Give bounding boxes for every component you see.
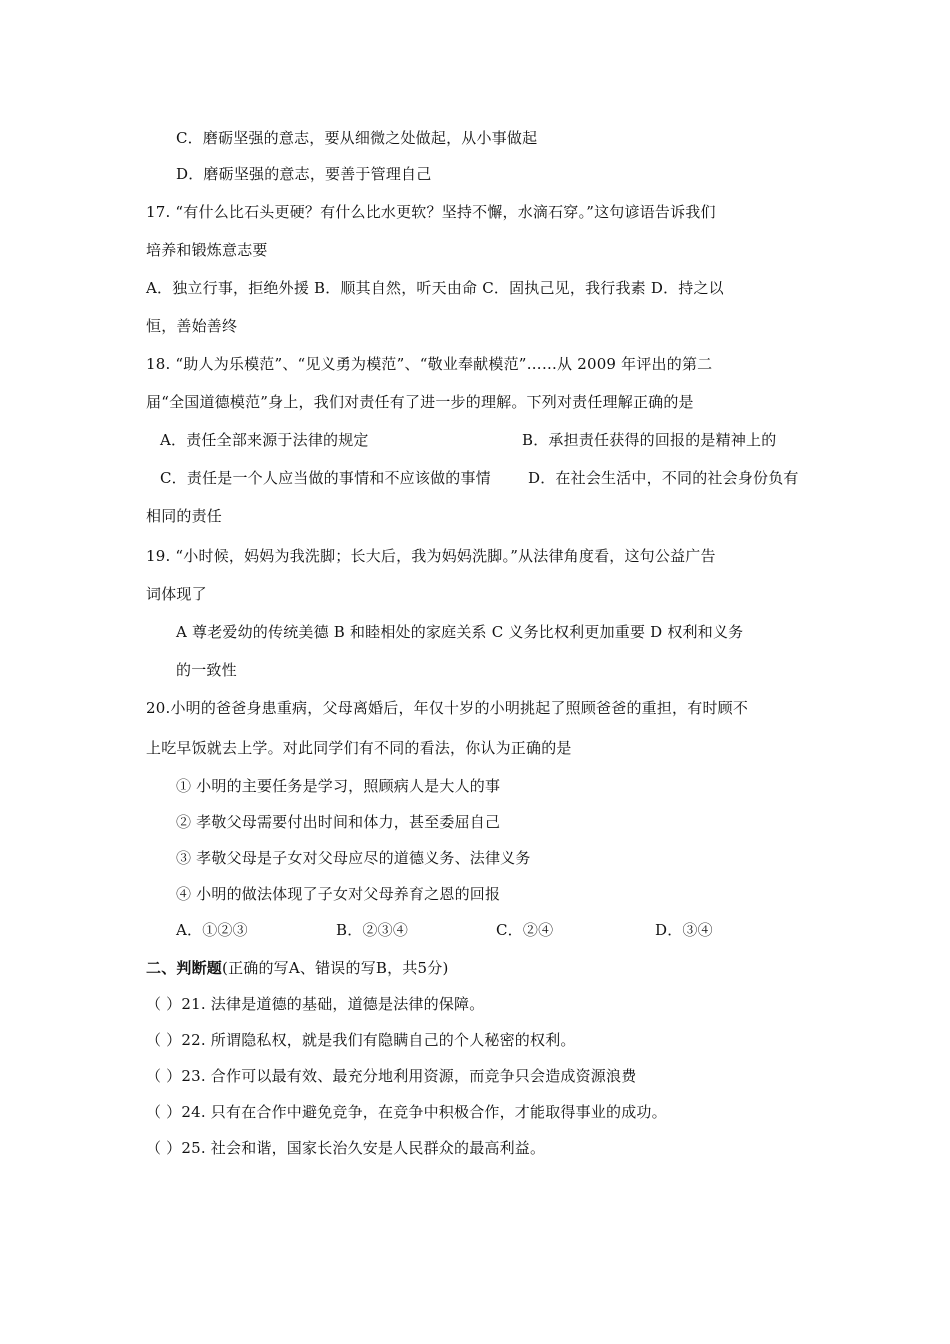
q16-option-c: C．磨砺坚强的意志，要从细微之处做起，从小事做起 (176, 129, 538, 147)
q20-stem: 20.小明的爸爸身患重病，父母离婚后，年仅十岁的小明挑起了照顾爸爸的重担，有时顾不 (146, 699, 749, 717)
q17-options-cont: 恒，善始善终 (146, 317, 238, 335)
q23-item: （ ）23. 合作可以最有效、最充分地利用资源，而竞争只会造成资源浪费 (146, 1067, 637, 1085)
q17-stem-cont: 培养和锻炼意志要 (146, 241, 268, 259)
q19-options-cont: 的一致性 (176, 661, 237, 679)
section-2-heading (146, 958, 449, 978)
q20-statement-3: ③ 孝敬父母是子女对父母应尽的道德义务、法律义务 (176, 849, 531, 867)
q18-option-c: C．责任是一个人应当做的事情和不应该做的事情 (160, 469, 491, 487)
section-2-title: 二、判断题 (146, 959, 223, 977)
q17-stem: 17. “有什么比石头更硬？有什么比水更软？坚持不懈，水滴石穿。”这句谚语告诉我们 (146, 203, 716, 221)
q20-statement-2: ② 孝敬父母需要付出时间和体力，甚至委屈自己 (176, 813, 501, 831)
q21-item: （ ）21. 法律是道德的基础，道德是法律的保障。 (146, 995, 485, 1013)
q18-option-d-cont: 相同的责任 (146, 507, 223, 525)
q20-option-c: C．②④ (496, 921, 554, 939)
q18-option-b: B．承担责任获得的回报的是精神上的 (522, 431, 777, 449)
q24-item: （ ）24. 只有在合作中避免竞争，在竞争中积极合作，才能取得事业的成功。 (146, 1103, 667, 1121)
q25-item: （ ）25. 社会和谐，国家长治久安是人民群众的最高利益。 (146, 1139, 546, 1157)
q18-option-a: A．责任全部来源于法律的规定 (160, 431, 369, 449)
q20-statement-1: ① 小明的主要任务是学习，照顾病人是大人的事 (176, 777, 501, 795)
q18-stem: 18. “助人为乐模范”、“见义勇为模范”、“敬业奉献模范”……从 2009 年评出的第二 (146, 355, 713, 373)
section-2-note: (正确的写A、错误的写B，共5分) (222, 959, 449, 977)
q19-options: A 尊老爱幼的传统美德 B 和睦相处的家庭关系 C 义务比权利更加重要 D 权利和义务 (176, 623, 744, 641)
q20-option-a: A．①②③ (176, 921, 248, 939)
q17-options: A．独立行事，拒绝外援 B．顺其自然，听天由命 C．固执己见，我行我素 D．持之以 (146, 279, 724, 297)
q16-option-d: D．磨砺坚强的意志，要善于管理自己 (176, 165, 432, 183)
q20-option-b: B．②③④ (336, 921, 409, 939)
q22-item: （ ）22. 所谓隐私权，就是我们有隐瞒自己的个人秘密的权利。 (146, 1031, 576, 1049)
q20-stem-cont: 上吃早饭就去上学。对此同学们有不同的看法，你认为正确的是 (146, 739, 572, 757)
q18-option-d: D．在社会生活中，不同的社会身份负有 (528, 469, 799, 487)
q20-statement-4: ④ 小明的做法体现了子女对父母养育之恩的回报 (176, 885, 501, 903)
q18-stem-cont: 届“全国道德模范”身上，我们对责任有了进一步的理解。下列对责任理解正确的是 (146, 393, 694, 411)
q19-stem-cont: 词体现了 (146, 585, 207, 603)
q19-stem: 19. “小时候，妈妈为我洗脚；长大后，我为妈妈洗脚。”从法律角度看，这句公益广告 (146, 547, 716, 565)
q20-option-d: D．③④ (655, 921, 713, 939)
